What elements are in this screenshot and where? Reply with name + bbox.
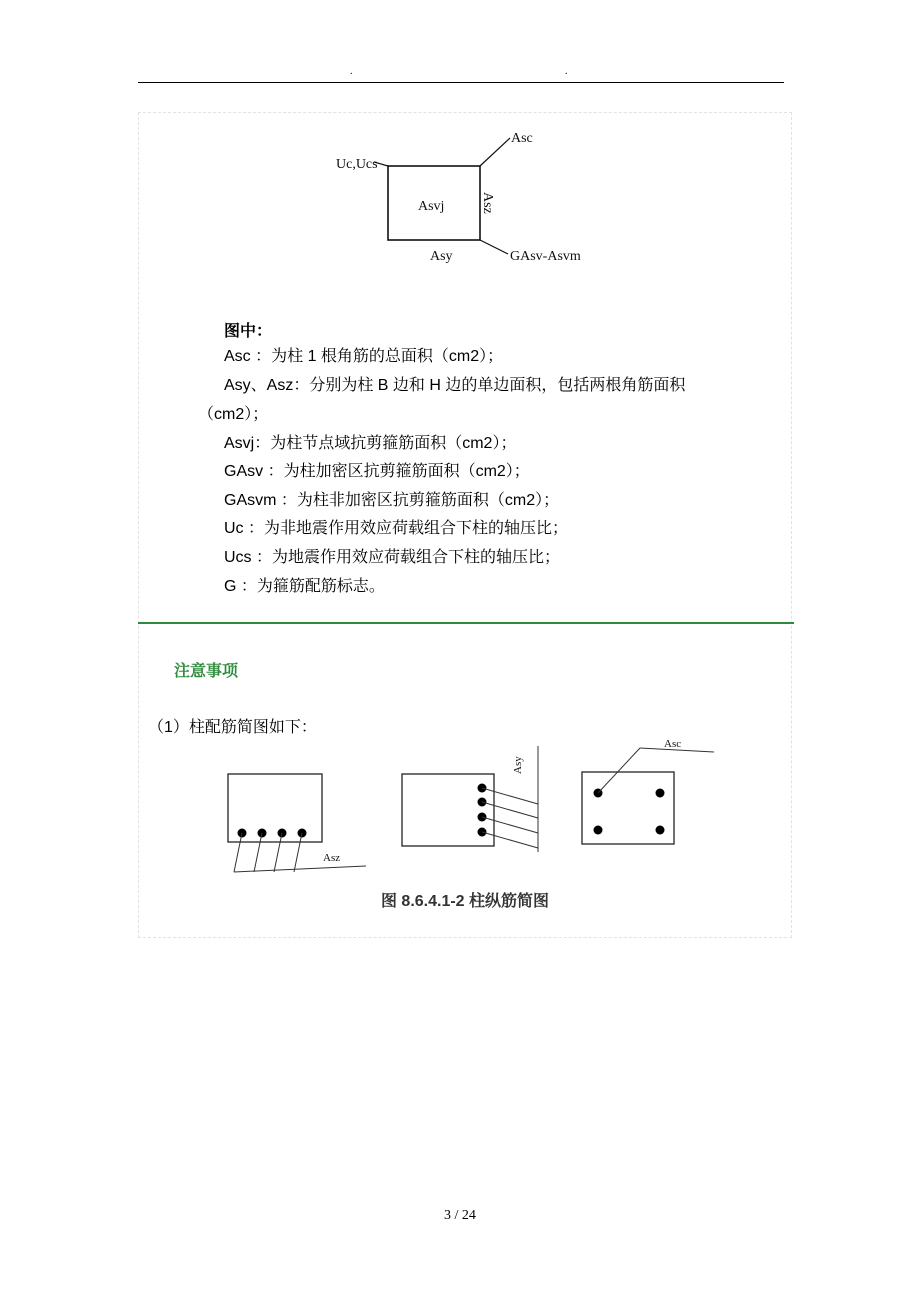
rebar-dot xyxy=(656,789,665,798)
column-diagram-asz xyxy=(226,770,368,880)
leader-line xyxy=(598,748,640,793)
legend-line-gasv: GAsv ：为柱加密区抗剪箍筋面积（cm2）； xyxy=(224,463,530,480)
rebar-dot xyxy=(656,826,665,835)
legend-line-asc: Asc ：为柱 1 根角筋的总面积（cm2）； xyxy=(224,348,504,365)
rebar-dot xyxy=(594,826,603,835)
page-number: 3 / 24 xyxy=(444,1208,476,1223)
leader-line xyxy=(482,802,538,818)
asvj-label: Asvj xyxy=(418,199,445,214)
leader-line xyxy=(482,817,538,833)
asz-label: Asz xyxy=(323,852,341,864)
asy-label: Asy xyxy=(430,249,453,264)
note-item-1: （1）柱配筋简图如下： xyxy=(148,719,317,736)
leader-line xyxy=(294,833,302,872)
leader-line xyxy=(274,833,282,872)
legend-line-asy-asz-cont: （cm2）； xyxy=(198,406,269,423)
leader-line xyxy=(234,833,242,872)
legend-line-uc: Uc ：为非地震作用效应荷载组合下柱的轴压比； xyxy=(224,520,569,537)
legend-line-asvj: Asvj：为柱节点域抗剪箍筋面积（cm2）； xyxy=(224,435,517,452)
header-dot-left: . xyxy=(350,66,353,77)
column-diagram-asy xyxy=(398,744,548,856)
header-rule xyxy=(138,82,784,83)
asc-label: Asc xyxy=(511,131,533,146)
figure-caption: 图 8.6.4.1-2 柱纵筋简图 xyxy=(380,893,550,910)
asc-label: Asc xyxy=(664,738,682,750)
gasv-asvm-label: GAsv-Asvm xyxy=(510,249,581,264)
leader-line xyxy=(254,833,262,872)
leader-line xyxy=(482,788,538,804)
legend-line-asy-asz: Asy、Asz：分别为柱 B 边和 H 边的单边面积，包括两根角筋面积 xyxy=(224,377,686,394)
legend-line-ucs: Ucs ：为地震作用效应荷载组合下柱的轴压比； xyxy=(224,549,561,566)
asc-leader-line xyxy=(480,138,510,166)
asz-label: Asz xyxy=(480,192,495,214)
header-dot-right: . xyxy=(565,66,568,77)
column-label-diagram xyxy=(330,122,610,272)
legend-line-gasvm: GAsvm ：为柱非加密区抗剪箍筋面积（cm2）； xyxy=(224,492,560,509)
gasv-leader-line xyxy=(480,240,508,254)
baseline xyxy=(234,866,366,872)
asy-label: Asy xyxy=(512,756,524,774)
column-diagram-asc xyxy=(578,732,718,850)
uc-ucs-label: Uc,Ucs xyxy=(336,157,378,172)
legend-heading: 图中： xyxy=(224,323,273,340)
section-divider xyxy=(138,622,794,624)
notes-title: 注意事项 xyxy=(174,663,239,680)
legend-line-g: G ：为箍筋配筋标志。 xyxy=(224,578,385,595)
